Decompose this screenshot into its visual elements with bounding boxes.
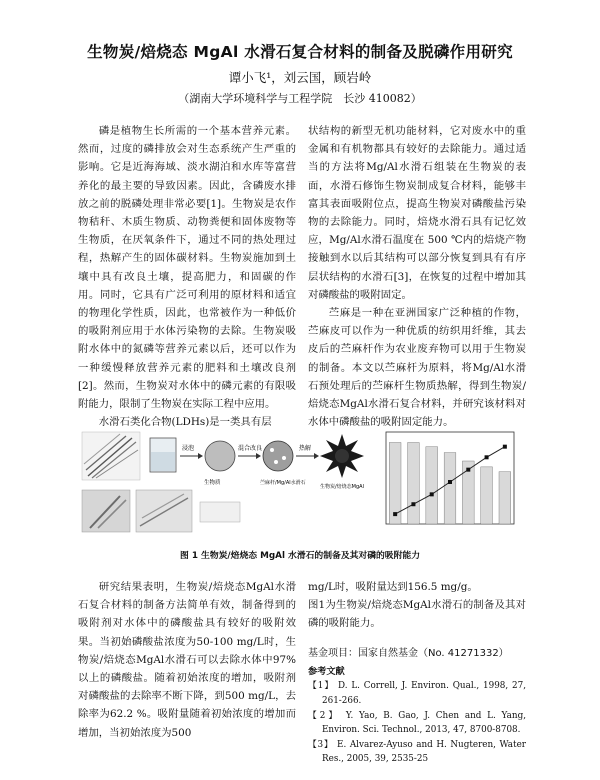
arrow-icon xyxy=(238,444,262,459)
paragraph: 磷是植物生长所需的一个基本营养元素。然而，过度的磷排放会对生态系统产生严重的影响。它是近海海域、淡水湖泊和水库等富营养化的最主要的导致因素。因此，含磷废水排放之前的脱磷处理非常必要[1]。生物炭是农作物秸秆、木质生物质、动物粪便和固体废物等生物质，在厌氧条件下，通过不同的热处理过程，热解产生的固体碳材料。生物炭施加到土壤中具有改良土壤，提高肥力，和固碳的作用。同时，它具有广泛可利用的原材料和适宜的物理化学性质，因此，也常被作为一种低价的吸附剂应用于水体污染物的去除。生物炭吸附水体中的氮磷等营养元素以后，还可以作为一种缓慢释放营养元素的肥料和土壤改良剂[2]。然而，生物炭对水体中的磷元素的有限吸附能力，限制了生物炭在实际工程中应用。 xyxy=(78,125,296,411)
figure-graphic xyxy=(80,428,526,538)
body-column-right-lower xyxy=(308,578,526,767)
body-column-left-lower xyxy=(78,578,296,742)
paper-title: 生物炭/焙烧态 MgAl 水滑石复合材料的制备及脱磷作用研究 xyxy=(87,43,513,61)
beaker-image xyxy=(150,438,176,472)
body-column-left xyxy=(78,122,296,431)
chart-point xyxy=(393,512,397,516)
step-label: 浸泡 xyxy=(182,445,195,452)
author-list: 谭小飞¹，刘云国，顾岩岭 xyxy=(228,70,372,85)
references xyxy=(308,665,526,767)
reference-item: 【2】 Y. Yao, B. Gao, J. Chen and L. Yang, Environ. Sci. Technol., 2013, 47, 8700-8708. xyxy=(308,710,526,736)
step-label: 热解 xyxy=(299,445,312,452)
references-heading: 参考文献 xyxy=(308,665,345,677)
chart-point xyxy=(466,468,470,472)
chart-bar xyxy=(481,467,493,524)
node-label: 生物质 xyxy=(204,480,221,486)
chart-point xyxy=(430,492,434,496)
adsorption-chart xyxy=(386,432,514,524)
figure-1 xyxy=(80,428,526,538)
node-label: 生物炭/焙烧态MgAl xyxy=(320,484,364,490)
reference-item: 【3】 E. Alvarez-Ayuso and H. Nugteren, Water Res., 2005, 39, 2535-25 xyxy=(308,739,526,765)
chart-point xyxy=(485,455,489,459)
biomass-straw-image xyxy=(82,432,140,480)
chart-point xyxy=(503,445,507,449)
paragraph: 状结构的新型无机功能材料，它对废水中的重金属和有机物都具有较好的去除能力。通过适当的方法将Mg/Al水滑石组装在生物炭的表面，水滑石修饰生物炭制成复合材料，能够丰富其表面吸附位点，提高生物炭对磷酸盐污染物的去除能力。同时，焙烧水滑石具有记忆效应，Mg/Al水滑石温度在 500 ℃内的焙烧产物接触到水以后其结构可以部分恢复到具有有序层状结构的水滑石[3]，在恢复的过程中增加其对磷酸盐的吸附固定。 xyxy=(308,125,526,301)
arrow-icon xyxy=(180,444,203,459)
chart-point xyxy=(448,480,452,484)
chart-bar xyxy=(426,447,438,524)
micrograph-images xyxy=(82,490,240,532)
arrow-icon xyxy=(296,444,319,459)
paragraph: mg/L时，吸附量达到156.5 mg/g。 xyxy=(308,581,478,593)
reference-item: 【1】 D. L. Correll, J. Environ. Qual., 1998, 27, 261-266. xyxy=(308,681,526,706)
node-label: 苎麻杆/Mg/Al水滑石 xyxy=(260,480,306,486)
figure-caption: 图 1 生物炭/焙烧态 MgAl 水滑石的制备及其对磷的吸附能力 xyxy=(180,551,420,561)
affiliation: （湖南大学环境科学与工程学院 长沙 410082） xyxy=(178,92,422,105)
chart-bar xyxy=(408,443,420,524)
paragraph: 图1为生物炭/焙烧态MgAl水滑石的制备及其对磷的吸附能力。 xyxy=(308,599,526,630)
funding-note: 基金项目：国家自然基金（No. 41271332） xyxy=(308,647,509,659)
step-label: 混合改良 xyxy=(238,445,263,452)
chart-bar xyxy=(499,472,511,524)
paragraph: 苎麻是一种在亚洲国家广泛种植的作物，苎麻皮可以作为一种优质的纺织用纤维，其去皮后的苎麻杆作为农业废弃物可以用于生物炭的制备。本文以苎麻杆为原料，将Mg/Al水滑石预处理后的苎麻杆生物质热解，得到生物炭/焙烧态MgAl水滑石复合材料，并研究该材料对水体中磷酸盐的吸附固定能力。 xyxy=(308,307,526,429)
chart-bar xyxy=(444,453,456,524)
composite-particle xyxy=(320,434,364,490)
body-column-right xyxy=(308,122,526,431)
chart-point xyxy=(411,502,415,506)
paragraph: 水滑石类化合物(LDHs)是一类具有层 xyxy=(98,416,272,429)
paragraph: 研究结果表明，生物炭/焙烧态MgAl水滑石复合材料的制备方法简单有效，制备得到的吸附剂对水体中的磷酸盐具有较好的吸附效果。当初始磷酸盐浓度为50-100 mg/L时，生物炭/焙烧态MgAl水滑石可以去除水体中97%以上的磷酸盐。随着初始浓度的增加，吸附剂对磷酸盐的去除率不断下降，到500 mg/L，去除率为62.2 %。吸附量随着初始浓度的增加而增加，当初始浓度为500 xyxy=(78,581,296,739)
biomass-sphere xyxy=(204,441,235,486)
